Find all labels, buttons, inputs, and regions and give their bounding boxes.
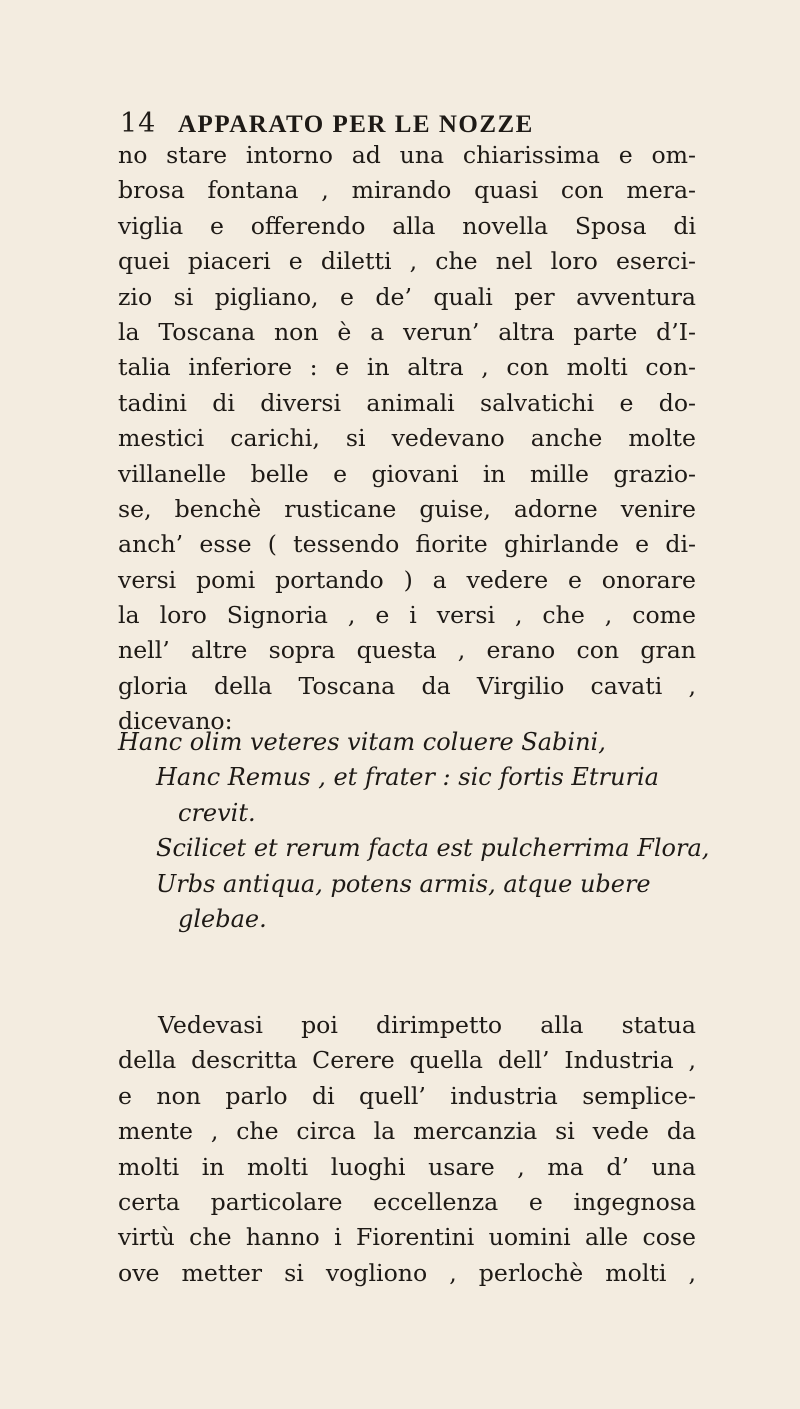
text-line: zio si pigliano, e de’ quali per avventura [118, 282, 696, 311]
text-line: quei piaceri e diletti , che nel loro eserci- [118, 247, 696, 276]
text-line: villanelle belle e giovani in mille grazio- [118, 459, 696, 488]
text-line: viglia e offerendo alla novella Sposa di [118, 211, 696, 240]
text-line: gloria della Toscana da Virgilio cavati , [118, 671, 696, 700]
text-line: anch’ esse ( tessendo fiorite ghirlande e di- [118, 530, 696, 559]
verse-line: crevit. [178, 798, 256, 827]
text-line: talia inferiore : e in altra , con molti con- [118, 353, 696, 382]
text-line: la Toscana non è a verun’ altra parte d’I- [118, 317, 696, 346]
verse-line: glebae. [178, 904, 267, 933]
text-line: no stare intorno ad una chiarissima e om- [118, 141, 696, 169]
verse-line: Scilicet et rerum facta est pulcherrima Flora, [156, 834, 710, 863]
text-line: ove metter si vogliono , perlochè molti , [118, 1258, 696, 1287]
text-line: se, benchè rusticane guise, adorne venire [118, 494, 696, 523]
text-line: certa particolare eccellenza e ingegnosa [118, 1187, 696, 1216]
verse-line: Hanc Remus , et frater : sic fortis Etruria [156, 763, 659, 792]
text-line: la loro Signoria , e i versi , che , come [118, 601, 696, 630]
text-line: mestici carichi, si vedevano anche molte [118, 424, 696, 453]
paragraph-2 [118, 1008, 696, 1291]
text-line: molti in molti luoghi usare , ma d’ una [118, 1152, 696, 1181]
latin-verse [118, 725, 718, 937]
text-line: Vedevasi poi dirimpetto alla statua [158, 1011, 696, 1039]
verse-line: Urbs antiqua, potens armis, atque ubere [156, 869, 651, 898]
running-title: APPARATO PER LE NOZZE [178, 111, 534, 138]
text-line: nell’ altre sopra questa , erano con gran [118, 636, 696, 665]
text-line: virtù che hanno i Fiorentini uomini alle cose [118, 1223, 696, 1252]
text-line: tadini di diversi animali salvatichi e do- [118, 388, 696, 417]
text-line: versi pomi portando ) a vedere e onorare [118, 565, 696, 594]
text-line: brosa fontana , mirando quasi con mera- [118, 176, 696, 205]
page-number: 14 [120, 108, 157, 139]
text-line: e non parlo di quell’ industria semplice- [118, 1081, 696, 1110]
text-line: mente , che circa la mercanzia si vede da [118, 1117, 696, 1146]
text-line: della descritta Cerere quella dell’ Industria , [118, 1046, 696, 1075]
text-line: dicevano: [118, 707, 233, 736]
verse-line: Hanc olim veteres vitam coluere Sabini, [118, 728, 606, 756]
paragraph-1 [118, 138, 696, 740]
